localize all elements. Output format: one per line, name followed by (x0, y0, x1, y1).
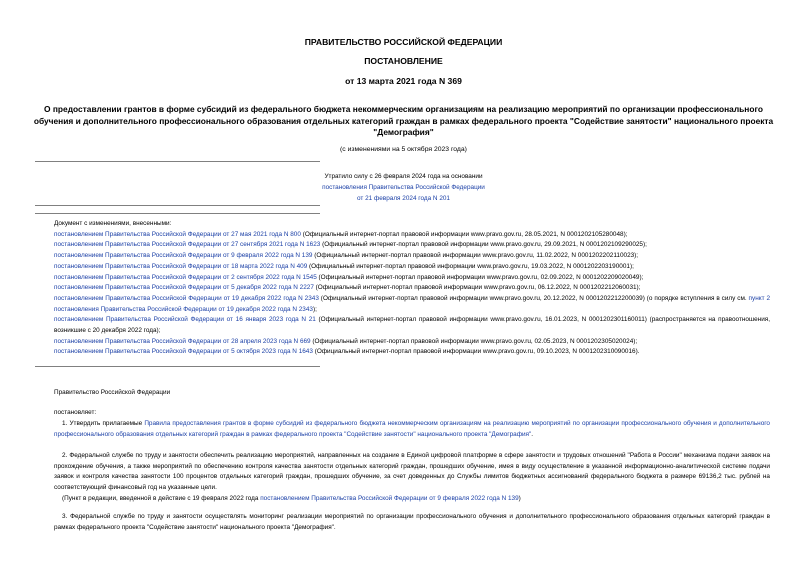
list-item: постановлением Правительства Российской Федерации от 16 января 2023 года N 21 (Официальный интернет-портал правовой информации www.pravo.gov.ru, 16.01.2023, N 0001202301160011) (распространяется на правоотношения, возникшие с 20 декабря 2022 года); (54, 316, 770, 335)
list-item: постановлением Правительства Российской Федерации от 18 марта 2022 года N 409 (Официальный интернет-портал правовой информации www.pravo.gov.ru, 19.03.2022, N 0001202203190001); (54, 262, 634, 270)
list-item: постановлением Правительства Российской Федерации от 9 февраля 2022 года N 139 (Официальный интернет-портал правовой информации www.pravo.gov.ru, 11.02.2022, N 0001202202110023); (54, 252, 639, 260)
list-item: постановлением Правительства Российской Федерации от 28 апреля 2023 года N 669 (Официальный интернет-портал правовой информации www.pravo.gov.ru, 02.05.2023, N 0001202305020024); (54, 337, 638, 345)
amendment-link[interactable]: постановлением Правительства Российской Федерации от 9 февраля 2022 года N 139 (54, 252, 313, 260)
amendments-list (54, 219, 770, 358)
date-number-heading: от 13 марта 2021 года N 369 (345, 76, 462, 86)
edition-note: (с изменениями на 5 октября 2023 года) (340, 146, 467, 153)
paragraph-1: 1. Утвердить прилагаемые Правила предоставления грантов в форме субсидий из федерального бюджета некоммерческим организациям на реализацию мероприятий по организации профессионального обучения и дополнительного профессионального образования отдельных категорий граждан в рамках федерального проекта "Содействие занятости" национального проекта "Демография". (54, 420, 770, 438)
amendment-link[interactable]: постановлением Правительства Российской Федерации от 18 марта 2022 года N 409 (54, 262, 308, 270)
document-type-heading: ПОСТАНОВЛЕНИЕ (364, 56, 443, 66)
government-line: Правительство Российской Федерации (54, 389, 171, 396)
amendment-link[interactable]: постановлением Правительства Российской Федерации от 27 мая 2021 года N 800 (54, 230, 301, 238)
voiding-decree-link[interactable]: постановления Правительства Российской Федерации (322, 184, 485, 192)
voided-notice (250, 171, 557, 205)
issuer-heading: ПРАВИТЕЛЬСТВО РОССИЙСКОЙ ФЕДЕРАЦИИ (304, 37, 503, 47)
amendment-link[interactable]: постановлением Правительства Российской Федерации от 19 декабря 2022 года N 2343 (54, 294, 319, 302)
list-item: постановлением Правительства Российской Федерации от 27 мая 2021 года N 800 (Официальный интернет-портал правовой информации www.pravo.gov.ru, 28.05.2021, N 0001202105280048); (54, 230, 628, 238)
paragraph-3: 3. Федеральной службе по труду и занятости осуществлять мониторинг реализации мероприятий по организации профессионального обучения и дополнительного профессионального образования отдельных категорий граждан в рамках федерального проекта "Содействие занятости" национального проекта "Демография". (54, 513, 770, 531)
divider (35, 213, 320, 214)
amendment-note-link[interactable]: постановлением Правительства Российской Федерации от 9 февраля 2022 года N 139 (260, 494, 519, 502)
amendment-link[interactable]: постановлением Правительства Российской Федерации от 16 января 2023 года N 21 (54, 316, 316, 324)
amendment-link[interactable]: постановлением Правительства Российской Федерации от 5 декабря 2022 года N 2227 (54, 284, 314, 292)
document-title: О предоставлении грантов в форме субсидий из федерального бюджета некоммерческим организациям на реализацию мероприятий по организации профессионального обучения и дополнительного профессионального образования отдельных категорий граждан в рамках федерального проекта "Содействие занятости" национального проекта "Демография" (33, 104, 774, 138)
list-item: постановлением Правительства Российской Федерации от 5 октября 2023 года N 1643 (Официальный интернет-портал правовой информации www.pravo.gov.ru, 09.10.2023, N 0001202310090016). (54, 348, 640, 356)
divider (35, 161, 320, 162)
list-item: постановлением Правительства Российской Федерации от 5 декабря 2022 года N 2227 (Официальный интернет-портал правовой информации www.pravo.gov.ru, 06.12.2022, N 0001202212060031); (54, 284, 641, 292)
list-item: постановлением Правительства Российской Федерации от 2 сентября 2022 года N 1545 (Официальный интернет-портал правовой информации www.pravo.gov.ru, 02.09.2022, N 0001202209020049); (54, 273, 644, 281)
voided-text: Утратило силу с 26 февраля 2024 года на основании (324, 173, 483, 180)
amendment-link[interactable]: постановлением Правительства Российской Федерации от 5 октября 2023 года N 1643 (54, 348, 313, 356)
amendment-link[interactable]: постановлением Правительства Российской Федерации от 2 сентября 2022 года N 1545 (54, 273, 317, 281)
divider (35, 205, 320, 206)
paragraph-2-note: (Пункт в редакции, введенной в действие с 19 февраля 2022 года постановлением Правительства Российской Федерации от 9 февраля 2022 года N 139) (62, 494, 521, 502)
divider (35, 366, 320, 367)
list-item: постановлением Правительства Российской Федерации от 19 декабря 2022 года N 2343 (Официальный интернет-портал правовой информации www.pravo.gov.ru, 20.12.2022, N 0001202212200039) (о порядке вступления в силу см. пункт 2 постановления Правительства Российской Федерации от 19 декабря 2022 года N 2343); (54, 294, 770, 313)
rules-link[interactable]: Правила предоставления грантов в форме субсидий из федерального бюджета некоммерческим организациям на реализацию мероприятий по организации профессионального обучения и дополнительного профессионального образования отдельных категорий граждан в рамках федерального проекта "Содействие занятости" национального проекта "Демография" (54, 420, 770, 438)
paragraph-2: 2. Федеральной службе по труду и занятости обеспечить реализацию мероприятий, направленных на создание в Единой цифровой платформе в сфере занятости и трудовых отношений "Работа в России" механизма подачи заявок на прохождение обучения, а также мероприятий по обеспечению контроля качества занятости отдельных категорий граждан, прошедших обучение, имея в виду осуществление в указанной информационно-аналитической системе подачи заявок и контроля качества занятости 100 процентов отдельных категорий граждан, прошедших обучение, за счет доведенных до Службы лимитов бюджетных ассигнований федерального бюджета в размере 69136,2 тыс. рублей на соответствующий финансовый год на указанные цели. (Пункт в редакции, введенной в действие с 19 февраля 2022 года постановлением Правительства Российской Федерации от 9 февраля 2022 года N 139) (54, 451, 770, 505)
amendment-link[interactable]: постановлением Правительства Российской Федерации от 28 апреля 2023 года N 669 (54, 337, 311, 345)
list-item: постановлением Правительства Российской Федерации от 27 сентября 2021 года N 1623 (Официальный интернет-портал правовой информации www.pravo.gov.ru, 29.09.2021, N 0001202109290025); (54, 241, 647, 249)
amendment-clause-link[interactable]: пункт 2 постановления Правительства Российской Федерации от 19 декабря 2022 года N 2343 (54, 294, 770, 313)
amendment-link[interactable]: постановлением Правительства Российской Федерации от 27 сентября 2021 года N 1623 (54, 241, 321, 249)
voiding-decree-date-link[interactable]: от 21 февраля 2024 года N 201 (357, 195, 450, 203)
amendments-heading: Документ с изменениями, внесенными: (54, 220, 172, 227)
resolves-line: постановляет: (54, 409, 97, 416)
